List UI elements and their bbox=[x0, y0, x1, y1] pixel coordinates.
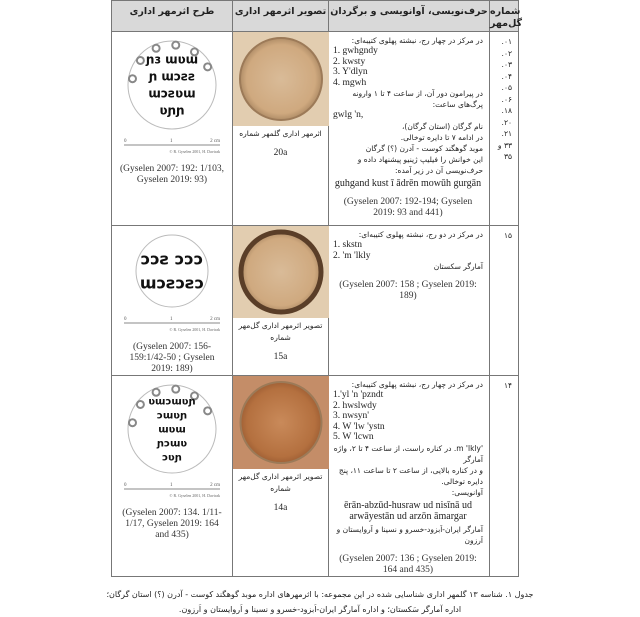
svg-text:ɲɔɯʋ: ɲɔɯʋ bbox=[156, 438, 188, 450]
transcription-line: 4. W 'lw 'ystn bbox=[333, 421, 385, 432]
transcription-cell bbox=[329, 32, 490, 226]
table-caption: جدول ۱. شناسه ۱۳ گلمهر اداری شناسایی شده در این مجموعه: با اثرمهرهای اداره موبد گوهگند کوست - آدرن (؟) استان گرگان؛ اداره آمارگر سَکستان؛ و اداره آمارگر ایران-اَبزود-خسرو و نسینا و اَروایستان و اَرزون. bbox=[106, 589, 534, 614]
table-header bbox=[112, 1, 519, 32]
citation: (Gyselen 2007: 136 ; Gyselen 2019: 164 and 435) bbox=[339, 553, 477, 575]
transcription-line: و در کناره بالایی، از ساعت ۲ تا ساعت ۱۱، پنج دایره توخالی. bbox=[338, 465, 483, 486]
seal-photo bbox=[233, 376, 328, 469]
photo-code: 14a bbox=[273, 503, 288, 513]
transcription-line: 2. hwslwdy bbox=[333, 400, 377, 411]
transcription-line: 2. 'm 'lkly bbox=[333, 250, 371, 261]
drawing-citation: (Gyselen 2007: 192: 1/103, Gyselen 2019: 93) bbox=[120, 164, 224, 185]
scale-credit: © R. Gyselen 2001, H. Davirak bbox=[169, 149, 220, 154]
svg-text:ʋɯɔɯʋɲ: ʋɯɔɯʋɲ bbox=[148, 396, 196, 408]
transcription-line: 4. mgwh bbox=[333, 77, 367, 88]
table-row bbox=[112, 226, 519, 376]
svg-text:ɯɔƨʋɯ: ɯɔƨʋɯ bbox=[148, 86, 196, 101]
seal-photo bbox=[233, 226, 328, 318]
scale-one: 1 bbox=[170, 483, 173, 488]
seal-number: ۲۰. bbox=[501, 117, 512, 127]
scale-bar bbox=[120, 314, 224, 334]
transcription-line: 1. gwhgndy bbox=[333, 46, 378, 56]
transcription-line: 1. skstn bbox=[333, 240, 363, 250]
photo-cell bbox=[233, 376, 329, 577]
scale-credit: © R. Gyselen 2001, H. Davirak bbox=[169, 493, 220, 498]
seal-number: ۳۳ و bbox=[497, 140, 512, 150]
header-drawing: طرح اثرمهر اداری bbox=[112, 1, 233, 32]
transcription-line: موبد گوهگند کوست - آدرن (؟) گرگان bbox=[365, 143, 483, 153]
transcription-line: 5. W 'lcwn bbox=[333, 432, 374, 442]
seal-number: ۳۵ bbox=[503, 152, 512, 161]
transliteration-line: guhgand kust ī ādrēn mowūh gurgān bbox=[334, 177, 482, 189]
scale-one: 1 bbox=[170, 317, 173, 322]
scale-two: 2 cm bbox=[210, 317, 220, 322]
transcription-line: این خوانش را فیلیپ ژینیو پیشنهاد داده و حرف‌نویسی آن در زیر آمده: bbox=[357, 154, 483, 175]
drawing-cell bbox=[112, 226, 233, 376]
drawing-cell bbox=[112, 32, 233, 226]
seal-number: ۰۵. bbox=[501, 83, 512, 92]
transcription-line: در مرکز در چهار رج، نبشته پهلوی کتیبه‌ای: bbox=[351, 36, 483, 45]
seal-drawing bbox=[112, 37, 232, 156]
number-cell bbox=[490, 226, 519, 376]
svg-text:ɯʋɯ: ɯʋɯ bbox=[158, 424, 186, 436]
seal-number: ۰۶. bbox=[501, 94, 512, 104]
table-row bbox=[112, 32, 519, 226]
scale-bar bbox=[120, 136, 224, 156]
table-row bbox=[112, 376, 519, 577]
seal-number: ۲۱. bbox=[501, 129, 512, 138]
header-photo: تصویر اثرمهر اداری bbox=[233, 1, 329, 32]
header-number: شماره گل‌مهر bbox=[490, 1, 519, 32]
svg-text:ɲ ɯɔƨƨ: ɲ ɯɔƨƨ bbox=[148, 69, 196, 84]
seal-number: ۰۳. bbox=[501, 60, 512, 69]
seal-drawing bbox=[112, 231, 232, 334]
photo-code: 20a bbox=[273, 148, 288, 158]
citation: (Gyselen 2007: 192-194; Gyselen 2019: 93 and 441) bbox=[343, 196, 473, 218]
transliteration-line: ērān-abzūd-husraw ud nisīnā ud arwāyestān ud arzōn āmargar bbox=[343, 499, 472, 522]
number-cell bbox=[490, 32, 519, 226]
scale-one: 1 bbox=[170, 139, 173, 144]
photo-code: 15a bbox=[273, 352, 288, 362]
scale-zero: 0 bbox=[124, 139, 127, 144]
scale-two: 2 cm bbox=[210, 139, 220, 144]
svg-text:ɲɜ ɯʋɯ: ɲɜ ɯʋɯ bbox=[145, 52, 199, 67]
transcription-line: آمارگر ایران-اَبزود-خسرو و نسینا و اَروایستان و اَرزون bbox=[336, 524, 483, 545]
transcription-cell bbox=[329, 226, 490, 376]
citation: (Gyselen 2007: 158 ; Gyselen 2019: 189) bbox=[339, 280, 477, 301]
transcription-line: در پیرامون دور آن، از ساعت ۴ تا ۱ وارونه پرگ‌های ساعت: bbox=[352, 89, 483, 109]
scale-zero: 0 bbox=[124, 317, 127, 322]
transcription-line: 1.'yl 'n 'pzndt bbox=[333, 390, 384, 400]
seal-table bbox=[111, 0, 523, 577]
seal-drawing bbox=[112, 381, 232, 500]
transcription-cell bbox=[329, 376, 490, 577]
photo-cell bbox=[233, 32, 329, 226]
photo-caption: تصویر اثرمهر اداری گل‌مهر شماره bbox=[238, 472, 323, 493]
seal-number: ۰۲. bbox=[501, 48, 512, 58]
transcription-line: 3. nwsyn' bbox=[333, 411, 370, 421]
svg-text:ɯɔƨɔƨɔ: ɯɔƨɔƨɔ bbox=[139, 273, 205, 293]
transcription-line: 'm 'lkly. در کناره راست، از ساعت ۴ تا ۲، واژه آمارگر bbox=[333, 443, 483, 464]
svg-text:ɔɯʋɲ: ɔɯʋɲ bbox=[156, 410, 188, 422]
transcription-line: در مرکز در دو رج، نبشته پهلوی کتیبه‌ای: bbox=[358, 230, 483, 239]
seal-number: ۱۴ bbox=[503, 381, 512, 390]
photo-cell bbox=[233, 226, 329, 376]
transcription-line: آوانویسی: bbox=[451, 487, 483, 497]
drawing-cell bbox=[112, 376, 233, 577]
drawing-citation: (Gyselen 2007: 134. 1/11-1/17, Gyselen 2019: 164 and 435) bbox=[122, 508, 222, 540]
scale-two: 2 cm bbox=[210, 483, 220, 488]
svg-text:ɔɔƨ ɔɔɔ: ɔɔƨ ɔɔɔ bbox=[140, 249, 204, 269]
scale-zero: 0 bbox=[124, 483, 127, 488]
svg-text:ʋɲɲ: ʋɲɲ bbox=[159, 103, 185, 118]
drawing-citation: (Gyselen 2007: 156-159:1/42-50 ; Gyselen 2019: 189) bbox=[129, 342, 215, 374]
transcription-line: gwlg 'n, bbox=[333, 110, 364, 120]
number-cell bbox=[490, 376, 519, 577]
seal-number: ۰۴. bbox=[501, 71, 512, 81]
transcription-line: 3. Y'dlyn bbox=[333, 67, 368, 77]
header-transcription: حرف‌نویسی، آوانویسی و برگردان bbox=[329, 1, 490, 32]
transcription-line: نام گرگان (استان گرگان)، bbox=[401, 121, 483, 131]
transcription-line: آمارگر سکستان bbox=[433, 262, 483, 271]
seal-number: ۱۵ bbox=[503, 231, 512, 240]
photo-caption: اثرمهر اداری گلمهر شماره bbox=[239, 129, 322, 138]
scale-credit: © R. Gyselen 2001, H. Davirak bbox=[169, 327, 220, 332]
photo-caption: تصویر اثرمهر اداری گل‌مهر شماره bbox=[238, 321, 323, 342]
scale-bar bbox=[120, 480, 224, 500]
seal-number: ۱۸. bbox=[501, 106, 512, 115]
seal-photo bbox=[233, 32, 328, 126]
transcription-line: در مرکز در چهار رج، نبشته پهلوی کتیبه‌ای: bbox=[351, 380, 483, 389]
transcription-line: در ادامه ۷ تا دایره توخالی. bbox=[400, 132, 483, 142]
transcription-line: 2. kwsty bbox=[333, 56, 366, 67]
seal-number: ۰۱. bbox=[501, 37, 512, 46]
svg-text:ɔʋɲ: ɔʋɲ bbox=[162, 452, 182, 464]
